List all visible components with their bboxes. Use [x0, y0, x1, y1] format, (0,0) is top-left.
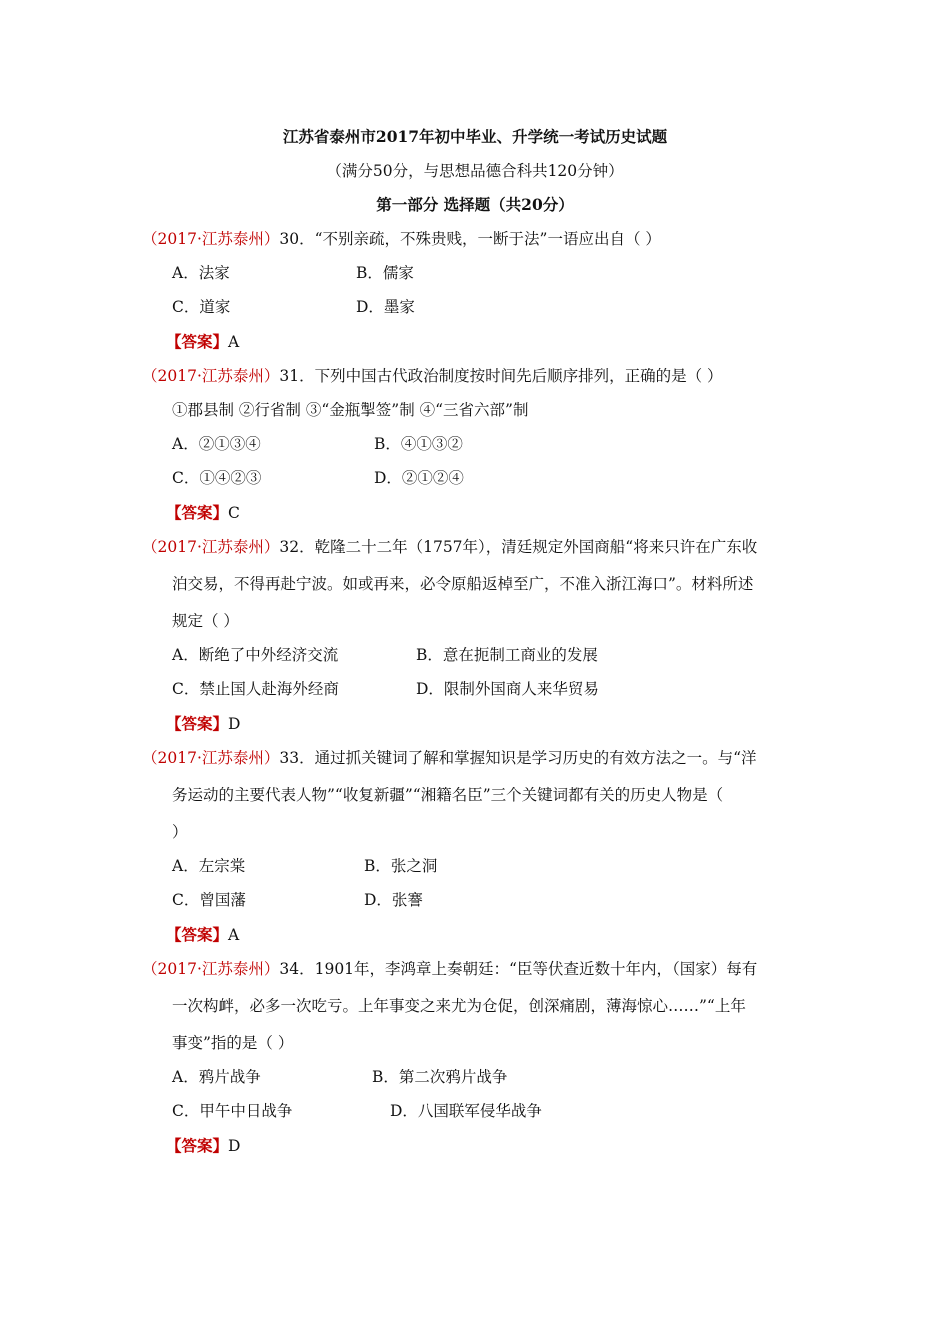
question-stem: 34．1901年，李鸿章上奏朝廷：“臣等伏查近数十年内，（国家）每有: [279, 960, 758, 978]
option-b: B．意在扼制工商业的发展: [416, 646, 598, 664]
option-b: B．④①③②: [374, 435, 463, 453]
answer-value: D: [228, 715, 241, 733]
answer-32: [166, 714, 240, 734]
option-b: B．儒家: [356, 264, 414, 282]
option-a: A．左宗棠: [172, 857, 246, 875]
answer-value: D: [228, 1137, 241, 1155]
answer-31: [166, 503, 240, 523]
question-source: （2017·江苏泰州）: [142, 749, 280, 767]
answer-value: C: [228, 504, 240, 522]
answer-label: 【答案】: [166, 925, 229, 944]
option-a: A．②①③④: [172, 435, 261, 453]
question-source: （2017·江苏泰州）: [142, 230, 280, 248]
answer-label: 【答案】: [166, 714, 229, 733]
answer-value: A: [228, 926, 240, 944]
question-stem: 31．下列中国古代政治制度按时间先后顺序排列，正确的是（ ）: [279, 367, 723, 385]
option-c: C．道家: [172, 298, 231, 316]
answer-label: 【答案】: [166, 1136, 229, 1155]
option-d: D．墨家: [356, 298, 415, 316]
answer-30: [166, 332, 239, 352]
question-source: （2017·江苏泰州）: [142, 367, 280, 385]
document-subtitle: （满分50分，与思想品德合科共120分钟）: [326, 162, 624, 180]
question-32-line-2: 泊交易，不得再赴宁波。如或再来，必令原船返棹至广，不准入浙江海口”。材料所述: [172, 575, 754, 593]
question-source: （2017·江苏泰州）: [142, 538, 280, 556]
question-source: （2017·江苏泰州）: [142, 960, 280, 978]
question-34-line-2: 一次构衅，必多一次吃亏。上年事变之来尤为仓促，创深痛剧，薄海惊心……”“上年: [172, 997, 746, 1015]
question-31-line-2: ①郡县制 ②行省制 ③“金瓶掣签”制 ④“三省六部”制: [172, 401, 529, 419]
question-32-line-1: [142, 537, 757, 557]
option-d: D．张謇: [364, 891, 423, 909]
question-32-line-3: 规定（ ）: [172, 612, 239, 630]
option-c: C．甲午中日战争: [172, 1102, 293, 1120]
option-b: B．张之洞: [364, 857, 438, 875]
answer-label: 【答案】: [166, 503, 229, 522]
option-c: C．曾国藩: [172, 891, 246, 909]
option-a: A．法家: [172, 264, 230, 282]
document-title: 江苏省泰州市2017年初中毕业、升学统一考试历史试题: [282, 127, 668, 146]
question-34-line-1: [142, 959, 757, 979]
answer-33: [166, 925, 239, 945]
option-c: C．禁止国人赴海外经商: [172, 680, 339, 698]
answer-34: [166, 1136, 240, 1156]
option-d: D．限制外国商人来华贸易: [416, 680, 599, 698]
answer-label: 【答案】: [166, 332, 229, 351]
question-33-line-2: 务运动的主要代表人物”“收复新疆”“湘籍名臣”三个关键词都有关的历史人物是（: [172, 786, 724, 804]
question-34-line-3: 事变”指的是（ ）: [172, 1034, 294, 1052]
option-c: C．①④②③: [172, 469, 262, 487]
question-31-line-1: [142, 366, 723, 386]
option-a: A．鸦片战争: [172, 1068, 261, 1086]
question-33-line-3: ）: [172, 823, 188, 841]
option-a: A．断绝了中外经济交流: [172, 646, 339, 664]
question-stem: 30．“不别亲疏，不殊贵贱，一断于法”一语应出自（ ）: [279, 230, 661, 248]
question-stem: 32．乾隆二十二年（1757年），清廷规定外国商船“将来只许在广东收: [279, 538, 758, 556]
answer-value: A: [228, 333, 240, 351]
question-33-line-1: [142, 748, 757, 768]
question-30-line-1: [142, 229, 661, 249]
question-stem: 33．通过抓关键词了解和掌握知识是学习历史的有效方法之一。与“洋: [279, 749, 757, 767]
option-d: D．八国联军侵华战争: [390, 1102, 542, 1120]
section-heading: 第一部分 选择题（共20分）: [376, 195, 574, 214]
option-b: B．第二次鸦片战争: [372, 1068, 508, 1086]
option-d: D．②①②④: [374, 469, 464, 487]
